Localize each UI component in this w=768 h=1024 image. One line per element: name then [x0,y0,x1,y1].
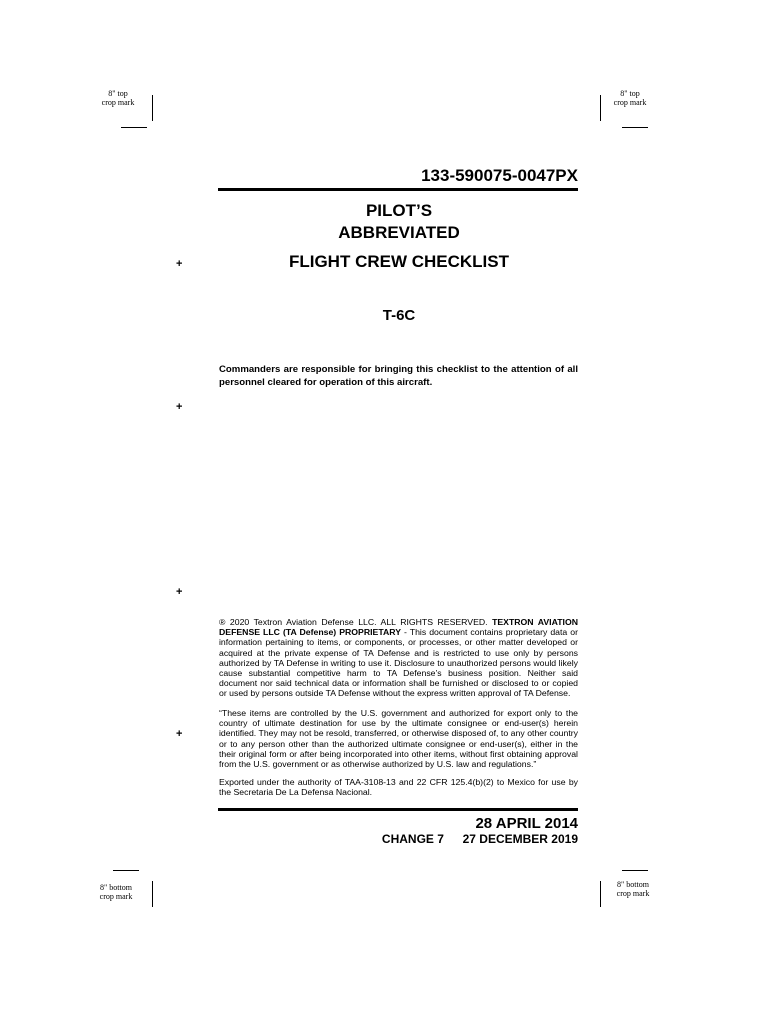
crop-line [152,95,153,121]
commanders-notice: Commanders are responsible for bringing this checklist to the attention of all personnel cleared for operation of this aircraft. [219,364,578,388]
export-control-notice: “These items are controlled by the U.S. government and authorized for export only to the country of ultimate destination for use by the ultimate consignee or end-user(s) herein identified. They may not be resold, transferred, or otherwise disposed of, to any other country or to any person other than the authorized ultimate consignee or end-user(s), either in the their original form or after being incorporated into other items, without first obtaining approval from the U.S. government or as otherwise authorized by U.S. law and regulations.” [219,708,578,770]
crop-mark-label: crop mark [616,889,650,898]
copyright-text: 2020 Textron Aviation Defense LLC. ALL RIGHTS RESERVED. [229,617,488,627]
title-line-2: ABBREVIATED [338,223,460,242]
crop-mark-top-right [600,89,660,107]
crop-mark-bottom-left [86,883,146,901]
copyright-symbol: ® [219,617,226,627]
registration-mark: + [176,586,183,598]
proprietary-text: - This document contains proprietary data or information pertaining to items, or components, or processes, or other matter developed or acquired at the private expense of TA Defense and is restricted to use only by persons authorized by TA Defense in writing to use it. Disclosure to unauthorized persons would likely cause substantial competitive harm to TA Defense’s business position. Neither said document nor said technical data or information shall be furnished or disclosed to or copied or used by persons outside TA Defense without the express written approval of TA Defense. [219,627,578,699]
crop-mark-label: crop mark [99,892,133,901]
crop-mark-label: 8" top [620,89,640,98]
crop-line [622,870,648,871]
export-authority-notice: Exported under the authority of TAA-3108-13 and 22 CFR 125.4(b)(2) to Mexico for use by the Secretaria De La Defensa Nacional. [219,777,578,798]
crop-line [152,881,153,907]
crop-line [600,881,601,907]
document-number: 133-590075-0047PX [421,166,578,185]
registration-mark: + [176,401,183,413]
proprietary-heading: TEXTRON AVIATION DEFENSE LLC (TA Defense) PROPRIETARY [219,617,578,638]
crop-line [600,95,601,121]
crop-mark-label: 8" bottom [100,883,132,892]
title-line-1: PILOT’S [365,201,433,220]
aircraft-designation: T-6C [382,307,416,324]
change-label: CHANGE 7 [381,832,444,846]
crop-line [121,127,147,128]
issue-date: 28 APRIL 2014 [475,815,578,832]
change-date: 27 DECEMBER 2019 [462,832,578,846]
registration-mark: + [176,258,183,270]
crop-mark-label: 8" bottom [617,880,649,889]
crop-mark-bottom-right [603,880,663,898]
crop-line [622,127,648,128]
crop-mark-label: crop mark [613,98,647,107]
crop-mark-label: crop mark [101,98,135,107]
crop-mark-top-left [88,89,148,107]
footer-rule [218,808,578,811]
registration-mark: + [176,728,183,740]
change-line [220,832,578,846]
proprietary-notice [219,617,578,699]
header-rule [218,188,578,191]
crop-line [113,870,139,871]
title-line-3: FLIGHT CREW CHECKLIST [288,252,510,271]
crop-mark-label: 8" top [108,89,128,98]
